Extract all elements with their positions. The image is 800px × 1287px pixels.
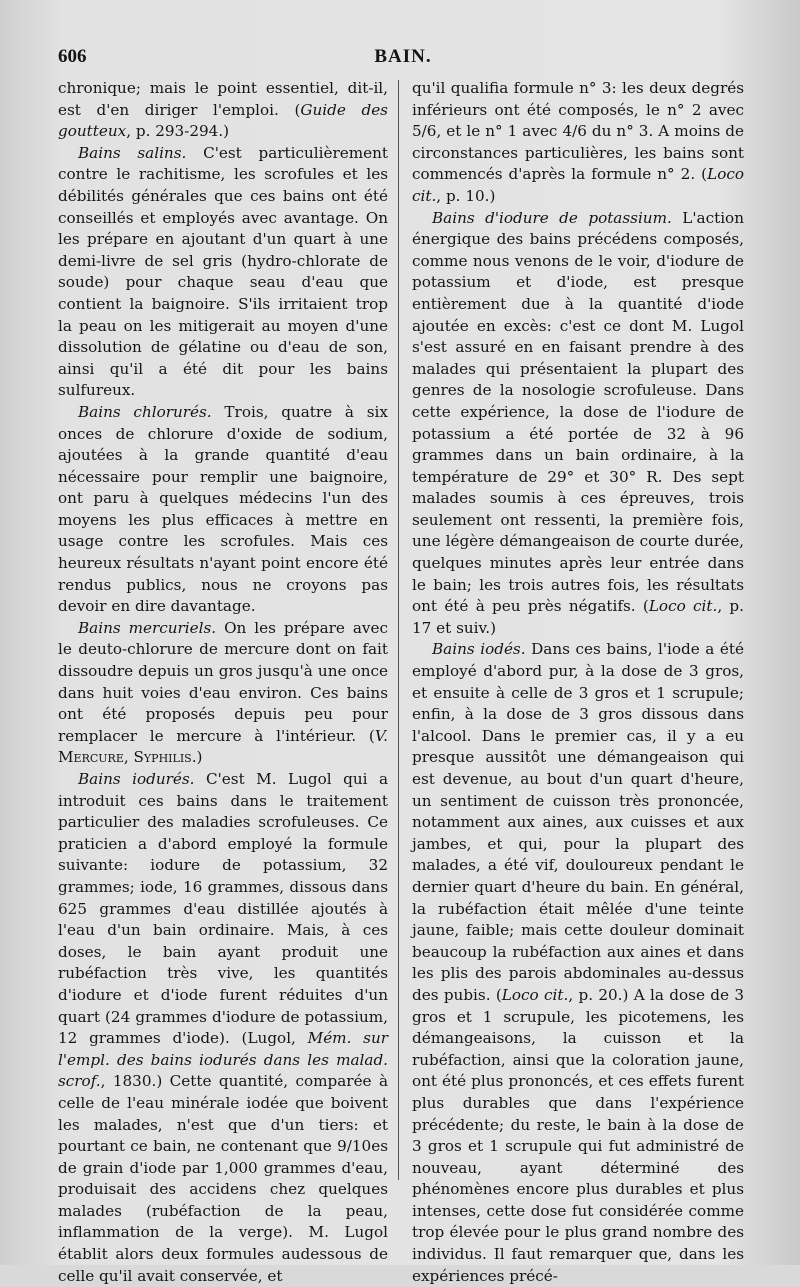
text-run: L'action énergique des bains précédens composés, comme nous venons de le voir, d'iodure de potassium et d'iode, est presque entièrement due à la quantité d'iode ajoutée en excès: c'est ce dont M. Lugol s'est assuré en en faisant prendre à des malades qui présentaient la plupart des genres de la nosologie scrofuleuse. Dans cette expérience, la dose de l'iodure de potassium a été portée de 32 à 96 grammes dans un bain ordinaire, à la température de 29° et 30° R. Des sept malades soumis à ces épreuves, trois seulement ont ressenti, la première fois, une légère démangeaison de courte durée, quelques minutes après leur entrée dans le bain; les trois autres fois, les résultats ont été à peu près négatifs. ( xyxy=(412,208,744,616)
entry-title: Bains iodés. xyxy=(432,640,526,659)
paragraph-continuation xyxy=(412,78,744,208)
column-divider xyxy=(398,80,399,1180)
text-run: , p. 17 et suiv.) xyxy=(412,597,744,637)
text-run: C'est M. Lugol qui a introduit ces bains dans le traitement particulier des maladies scrofuleuses. Ce praticien a d'abord employé la formule suivante: iodure de potassium, 32 grammes; iode, 16 grammes, dissous dans 625 grammes d'eau distillée ajoutés à l'eau d'un bain ordinaire. Mais, à ces doses, le bain ayant produit une rubéfaction très vive, les quantités d'iodure et d'iode furent réduites d'un quart (24 grammes d'iodure de potassium, 12 grammes d'iode). (Lugol, xyxy=(58,770,388,1048)
citation: Loco cit. xyxy=(501,985,569,1004)
paragraph-bains-iodures xyxy=(58,769,388,1287)
page-number: 606 xyxy=(58,46,87,67)
text-run: Dans ces bains, l'iode a été employé d'abord pur, à la dose de 3 gros, et ensuite à celle de 3 gros et 1 scrupule; enfin, à la dose de 3 gros dissous dans l'alcool. Dans le premier cas, il y a eu presque aussitôt une démangeaison qui est devenue, au bout d'un quart d'heure, un sentiment de cuisson très prononcée, notamment aux aines, aux cuisses et aux jambes, et qui, pour la plupart des malades, a été vif, douloureux pendant le dernier quart d'heure du bain. En général, la rubéfaction était mêlée d'une teinte jaune, faible; mais cette douleur dominait beaucoup la rubéfaction aux aines et dans les plis des parois abdominales au-dessus des pubis. ( xyxy=(412,640,744,1004)
paragraph-bains-mercuriels xyxy=(58,618,388,769)
text-run: , p. 10.) xyxy=(436,186,496,205)
entry-title: Bains mercuriels. xyxy=(78,618,217,637)
cross-reference: Mercure, Syphilis. xyxy=(58,748,197,767)
left-column xyxy=(58,78,388,1287)
paragraph-continuation xyxy=(58,78,388,143)
right-column xyxy=(412,78,744,1287)
text-run: ) xyxy=(196,748,203,767)
paragraph-bains-salins xyxy=(58,143,388,402)
text-run: C'est particulièrement contre le rachitisme, les scrofules et les débilités générales que ces bains ont été conseillés et employés avec avantage. On les prépare en ajoutant d'un quart à une demi-livre de sel gris (hydro-chlorate de soude) pour chaque seau d'eau que contient la baignoire. S'ils irritaient trop la peau on les mitigerait au moyen d'une dissolution de gélatine ou d'eau de son, ainsi qu'il a été dit pour les bains sulfureux. xyxy=(58,143,388,400)
citation: V. xyxy=(374,726,388,745)
text-run: On les prépare avec le deuto-chlorure de mercure dont on fait dissoudre depuis un gros jusqu'à une once dans huit voies d'eau environ. Ces bains ont été proposés depuis peu pour remplacer le mercure à l'intérieur. ( xyxy=(58,618,388,745)
entry-title: Bains iodurés. xyxy=(78,770,195,788)
text-run: , p. 20.) A la dose de 3 gros et 1 scrupule, les picotemens, les démangeaisons, la cuisson et la rubéfaction, ainsi que la coloration jaune, ont été plus prononcés, et ces effets furent plus durables que dans l'expérience précédente; du reste, le bain à la dose de 3 gros et 1 scrupule qui fut administré de nouveau, ayant déterminé des phénomènes encore plus durables et plus intenses, cette dose fut considérée comme trop élevée pour le plus grand nombre des individus. Il faut remarquer que, dans les expériences précé- xyxy=(412,985,744,1285)
citation: Loco cit. xyxy=(412,165,744,205)
citation: Loco cit. xyxy=(648,597,718,616)
text-run: qu'il qualifia formule n° 3: les deux degrés inférieurs ont été composés, le n° 2 avec 5/6, et le n° 1 avec 4/6 du n° 3. A moins de circonstances particulières, les bains sont commencés d'après la formule n° 2. ( xyxy=(412,79,744,184)
entry-title: Bains salins. xyxy=(78,143,187,162)
paragraph-bains-iodure-potassium xyxy=(412,208,744,640)
text-run: Trois, quatre à six onces de chlorure d'oxide de sodium, ajoutées à la grande quantité d'eau nécessaire pour remplir une baignoire, ont paru à quelques médecins l'un des moyens les plus efficaces à mettre en usage contre les scrofules. Mais ces heureux résultats n'ayant point encore été rendus publics, nous ne croyons pas devoir en dire davantage. xyxy=(58,402,388,616)
text-run: , 1830.) Cette quantité, comparée à celle de l'eau minérale iodée que boivent les malades, n'est que d'un tiers: et pourtant ce bain, ne contenant que 9/10es de grain d'iode par 1,000 grammes d'eau, produisait des accidens chez quelques malades (rubéfaction de la peau, inflammation de la verge). M. Lugol établit alors deux formules audessous de celle qu'il avait conservée, et xyxy=(58,1072,388,1285)
paragraph-bains-chlorures xyxy=(58,402,388,618)
running-head: BAIN. xyxy=(374,46,432,67)
paragraph-bains-iodes xyxy=(412,639,744,1287)
citation: Mém. sur l'empl. des bains iodurés dans les malad. scrof. xyxy=(58,1029,388,1091)
text-run: chronique; mais le point essentiel, dit-il, est d'en diriger l'emploi. ( xyxy=(58,79,388,119)
text-run: , p. 293-294.) xyxy=(126,122,230,141)
entry-title: Bains d'iodure de potassium. xyxy=(432,208,672,227)
entry-title: Bains chlorurés. xyxy=(78,402,212,421)
page-header xyxy=(58,46,748,74)
citation: Guide des goutteux xyxy=(58,100,388,141)
